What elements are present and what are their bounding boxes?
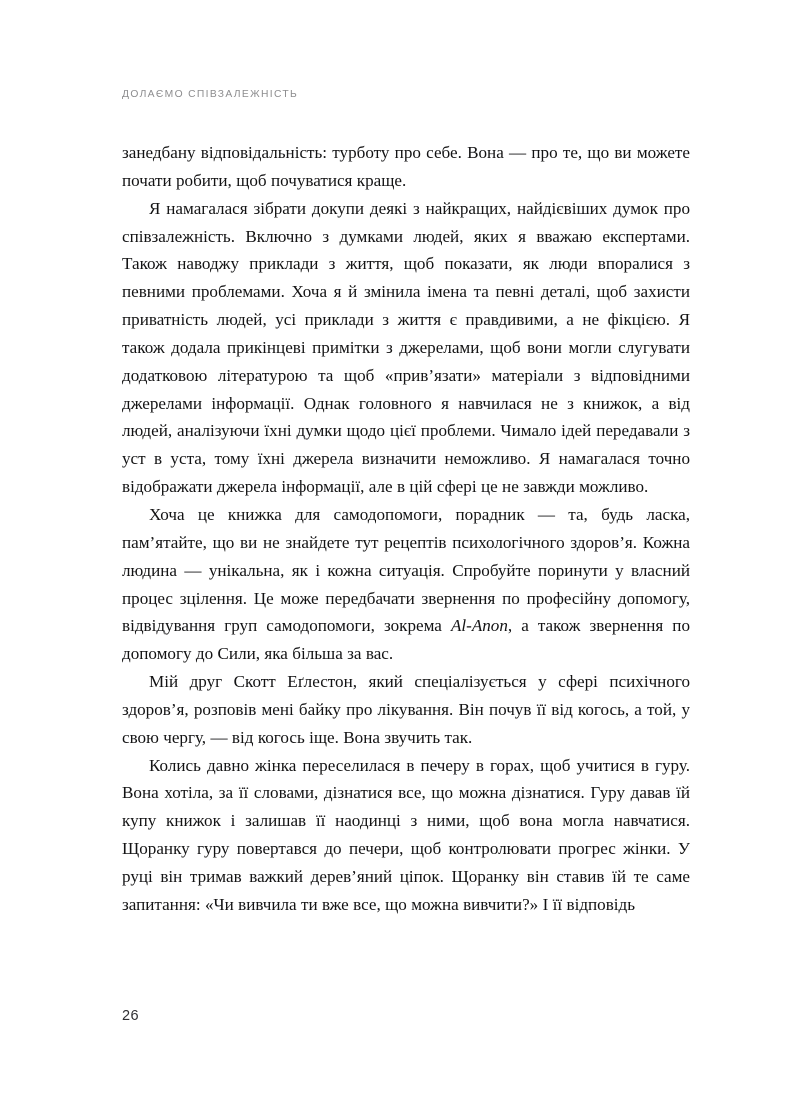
running-head: ДОЛАЄМО СПІВЗАЛЕЖНІСТЬ	[122, 89, 299, 100]
paragraph: Колись давно жінка переселилася в печеру в горах, щоб учитися в гуру. Вона хотіла, за її словами, дізнатися все, що можна дізнатися. Гуру давав їй купу книжок і залишав її наодинці з ними, щоб вона могла навчатися. Щоранку гуру повертався до печери, щоб контролювати прогрес жінки. У руці він тримав важкий дерев’яний ціпок. Щоранку він ставив їй те саме запитання: «Чи вивчила ти вже все, що можна вивчити?» І її відповідь	[122, 755, 690, 914]
page-number: 26	[122, 1008, 139, 1024]
paragraph: Мій друг Скотт Еґлестон, який спеціалізується у сфері психічного здоров’я, розповів мені байку про лікування. Він почув її від когось, а той, у свою чергу, — від когось іще. Вона звучить так.	[122, 672, 690, 747]
paragraph: Я намагалася зібрати докупи деякі з найкращих, найдієвіших думок про співзалежність. Включно з думками людей, яких я вважаю експертами. Також наводжу приклади з життя, щоб показати, як люди впоралися з певними проблемами. Хоча я й змінила імена та певні деталі, щоб захисти приватність людей, усі приклади з життя є правдивими, а не фікцією. Я також додала прикінцеві примітки з джерелами, щоб вони могли слугувати додатковою літературою та щоб «прив’язати» матеріали з відповідними джерелами інформації. Однак головного я навчилася не з книжок, а від людей, аналізуючи їхні думки щодо цієї проблеми. Чимало ідей передавали з уст в уста, тому їхні джерела визначити неможливо. Я намагалася точно відображати джерела інформації, але в цій сфері це не завжди можливо.	[122, 198, 690, 497]
italic-term: Al-Anon	[450, 616, 508, 636]
paragraph	[122, 501, 690, 668]
paragraph-text-segment: Хоча це книжка для самодопомоги, порадник — та, будь ласка, пам’ятайте, що ви не знайдете тут рецептів психологічного здоров’я. Кожна людина — унікальна, як і кожна ситуація. Спробуйте поринути у власний процес зцілення. Це може передбачати звернення по професійну допомогу, відвідування груп самодопомоги, зокрема	[122, 504, 690, 636]
paragraph-text-segment: , а також звернення по допомогу до Сили, яка більша за вас.	[122, 616, 690, 664]
body-text-column	[122, 139, 690, 919]
paragraph: занедбану відповідальність: турботу про себе. Вона — про те, що ви можете почати робити, щоб почуватися краще.	[122, 143, 690, 190]
